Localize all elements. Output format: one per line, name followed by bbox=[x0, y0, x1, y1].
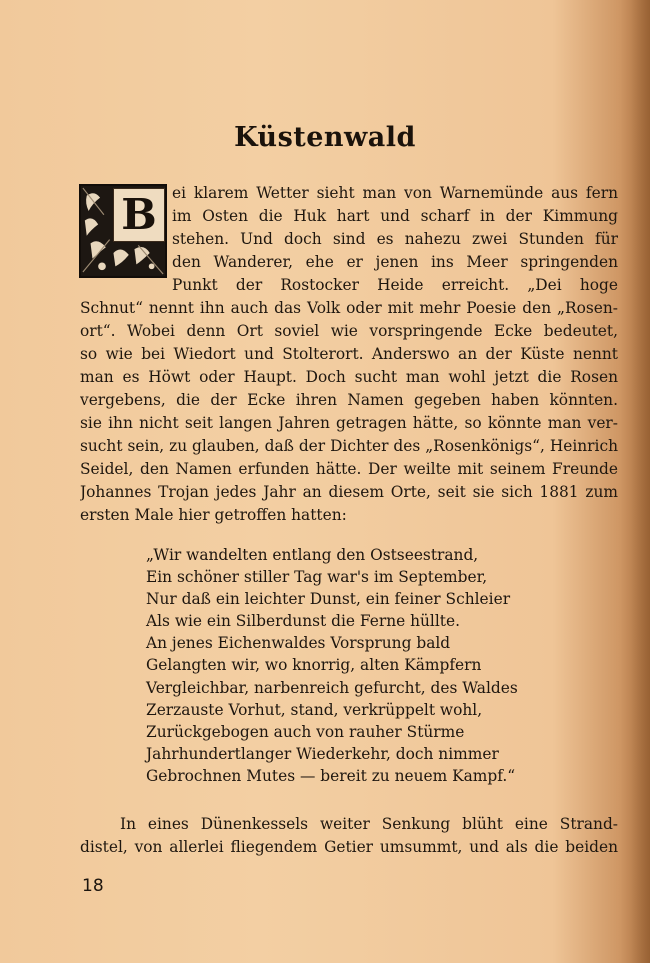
text-line: Punkt der Rostocker Heide erreicht. „Dei hoge bbox=[172, 276, 618, 294]
poem-line: Ein schöner stiller Tag war's im September, bbox=[146, 568, 488, 586]
text-line: In eines Dünenkessels weiter Senkung blüht eine Strand- bbox=[120, 815, 618, 833]
initial-letter: B bbox=[113, 188, 165, 242]
text-line: distel, von allerlei fliegendem Getier umsummt, und als die beiden bbox=[80, 838, 618, 856]
poem-line: Als wie ein Silberdunst die Ferne hüllte. bbox=[146, 612, 460, 630]
poem-line: Gebrochnen Mutes — bereit zu neuem Kampf.“ bbox=[146, 767, 516, 785]
text-line: ort“. Wobei denn Ort soviel wie vorspringende Ecke bedeutet, bbox=[80, 322, 618, 340]
poem-line: An jenes Eichenwaldes Vorsprung bald bbox=[146, 634, 451, 652]
text-line: Johannes Trojan jedes Jahr an diesem Orte, seit sie sich 1881 zum bbox=[80, 483, 618, 501]
text-line: so wie bei Wiedort und Stolterort. Anderswo an der Küste nennt bbox=[80, 345, 618, 363]
poem-line: Gelangten wir, wo knorrig, alten Kämpfern bbox=[146, 656, 482, 674]
decorated-initial bbox=[79, 184, 167, 278]
text-line: ei klarem Wetter sieht man von Warnemünde aus fern bbox=[172, 184, 618, 202]
text-line: vergebens, die der Ecke ihren Namen gegeben haben könnten. bbox=[80, 391, 618, 409]
poem-line: Vergleichbar, narbenreich gefurcht, des Waldes bbox=[146, 679, 518, 697]
poem-line: Zurückgebogen auch von rauher Stürme bbox=[146, 723, 465, 741]
text-line: ersten Male hier getroffen hatten: bbox=[80, 506, 347, 524]
text-line: den Wanderer, ehe er jenen ins Meer springenden bbox=[172, 253, 618, 271]
text-line: im Osten die Huk hart und scharf in der Kimmung bbox=[172, 207, 618, 225]
text-line: man es Höwt oder Haupt. Doch sucht man wohl jetzt die Rosen bbox=[80, 368, 618, 386]
poem-line: Nur daß ein leichter Dunst, ein feiner Schleier bbox=[146, 590, 511, 608]
text-line: sucht sein, zu glauben, daß der Dichter des „Rosenkönigs“, Heinrich bbox=[80, 437, 618, 455]
poem-line: „Wir wandelten entlang den Ostseestrand, bbox=[146, 546, 479, 564]
text-line: Schnut“ nennt ihn auch das Volk oder mit mehr Poesie den „Rosen- bbox=[80, 299, 618, 317]
text-line: Seidel, den Namen erfunden hätte. Der weilte mit seinem Freunde bbox=[80, 460, 618, 478]
poem-line: Jahrhundertlanger Wiederkehr, doch nimmer bbox=[146, 745, 499, 763]
poem-line: Zerzauste Vorhut, stand, verkrüppelt wohl, bbox=[146, 701, 483, 719]
text-line: stehen. Und doch sind es nahezu zwei Stunden für bbox=[172, 230, 618, 248]
page-number: 18 bbox=[82, 876, 104, 896]
text-line: sie ihn nicht seit langen Jahren getragen hätte, so könnte man ver- bbox=[80, 414, 618, 432]
chapter-title: Küstenwald bbox=[234, 122, 416, 153]
